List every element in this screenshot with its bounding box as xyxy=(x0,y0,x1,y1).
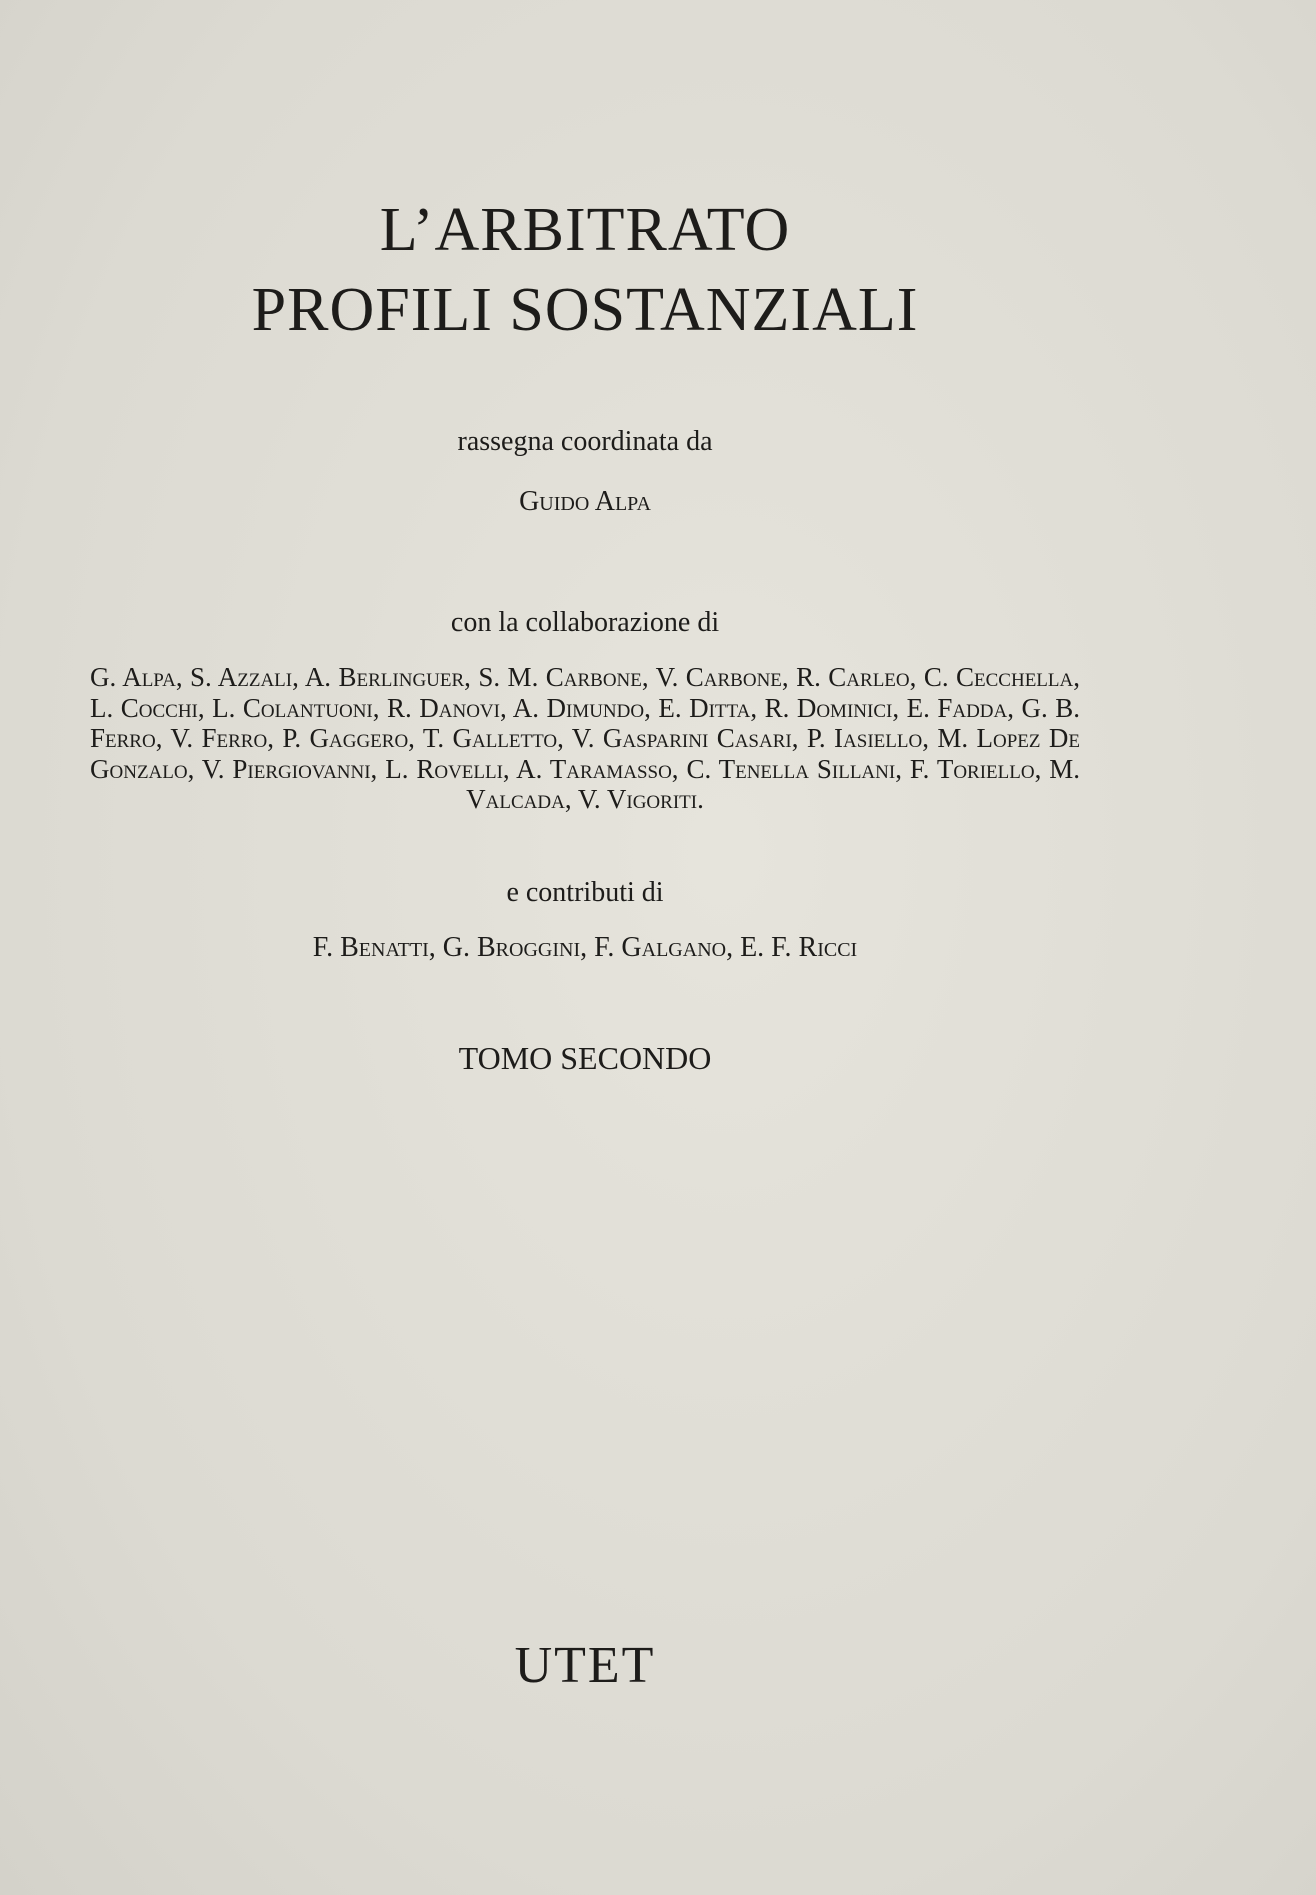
collaborators-list: G. Alpa, S. Azzali, A. Berlinguer, S. M. Carbone, V. Carbone, R. Carleo, C. Cecchella, L. Cocchi, L. Colantuoni, R. Danovi, A. Dimundo, E. Ditta, R. Dominici, E. Fadda, G. B. Ferro, V. Ferro, P. Gaggero, T. Galletto, V. Gasparini Casari, P. Iasiello, M. Lopez De Gonzalo, V. Piergiovanni, L. Rovelli, A. Taramasso, C. Tenella Sillani, F. Toriello, M. Valcada, V. Vigoriti. xyxy=(90,662,1080,814)
collaboration-label: con la collaborazione di xyxy=(450,607,720,638)
contributions-label: e contributi di xyxy=(506,877,664,908)
book-title-line-2: PROFILI SOSTANZIALI xyxy=(251,276,919,344)
volume-label: TOMO SECONDO xyxy=(458,1040,712,1076)
contributors-list: F. Benatti, G. Broggini, F. Galgano, E. F. Ricci xyxy=(312,932,858,963)
publisher-name: UTET xyxy=(514,1637,656,1694)
editor-name: Guido Alpa xyxy=(519,486,651,517)
book-title-line-1: L’ARBITRATO xyxy=(379,196,791,264)
coordination-label: rassegna coordinata da xyxy=(457,426,713,457)
book-title xyxy=(0,190,1170,350)
